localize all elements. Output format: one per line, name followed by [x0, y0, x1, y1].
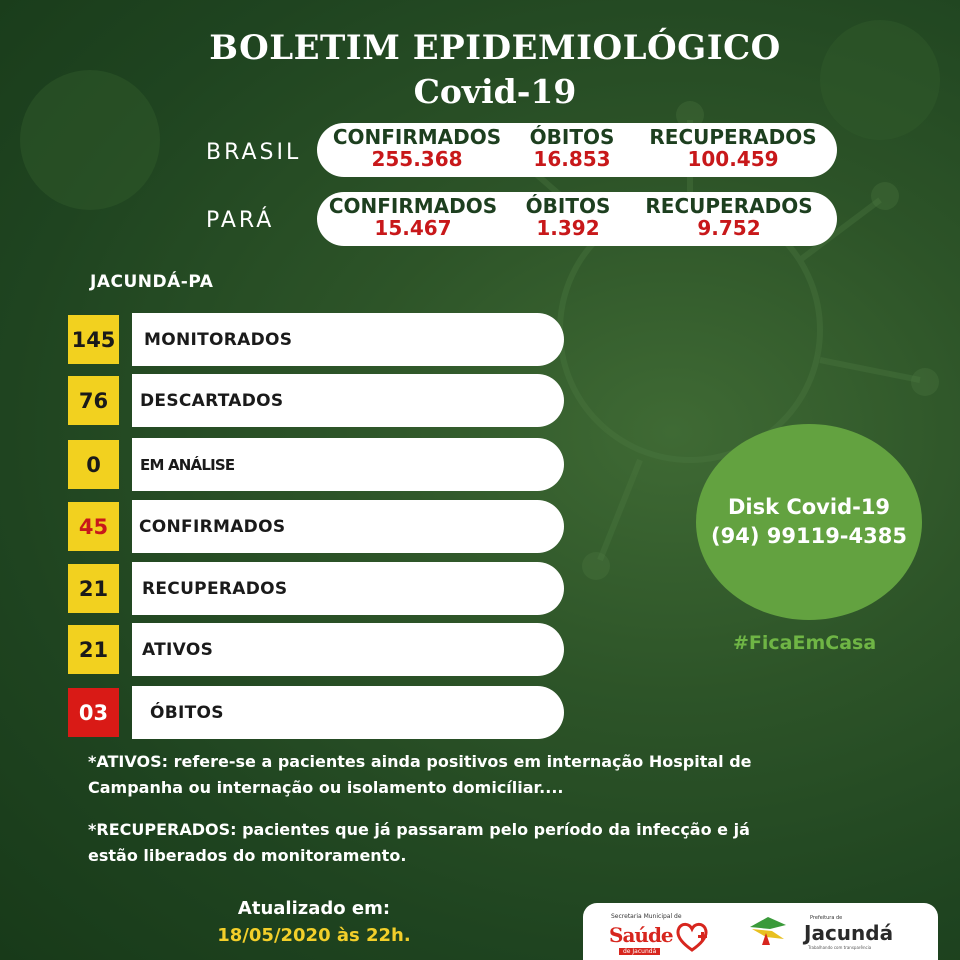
note-line: Campanha ou internação ou isolamento domicíliar....	[88, 778, 564, 797]
jacunda-logo-small-text: Prefeitura de	[810, 915, 843, 921]
row-label: MONITORADOS	[132, 313, 564, 366]
disk-title: Disk Covid-19	[727, 495, 891, 519]
stat-label: RECUPERADOS	[645, 194, 813, 218]
saude-logo-subtext: de Jacundá	[619, 948, 660, 955]
stat-label: RECUPERADOS	[649, 125, 817, 149]
jacunda-emblem-icon	[748, 915, 788, 947]
heart-cross-icon	[675, 921, 709, 953]
stat-value: 100.459	[687, 147, 779, 171]
row-value: 03	[68, 688, 119, 737]
row-label: ÓBITOS	[132, 686, 564, 739]
logos-card	[583, 903, 938, 960]
row-label: ATIVOS	[132, 623, 564, 676]
row-label: CONFIRMADOS	[132, 500, 564, 553]
stat-deaths	[517, 125, 627, 171]
region-card-brasil	[317, 123, 837, 177]
region-card-para	[317, 192, 837, 246]
jacunda-logo-tagline: Trabalhando com transparência	[808, 945, 872, 950]
stat-recovered	[637, 194, 821, 240]
stat-value: 9.752	[697, 216, 761, 240]
stat-deaths	[513, 194, 623, 240]
row-value: 45	[68, 502, 119, 551]
stat-label: CONFIRMADOS	[332, 125, 502, 149]
note-recuperados	[88, 817, 828, 869]
region-label-para: PARÁ	[206, 208, 275, 233]
note-ativos	[88, 749, 828, 801]
stat-confirmed	[325, 194, 501, 240]
updated-label: Atualizado em:	[237, 898, 391, 919]
row-value: 76	[68, 376, 119, 425]
row-label: EM ANÁLISE	[132, 438, 564, 491]
stat-label: ÓBITOS	[525, 194, 611, 218]
row-value: 21	[68, 564, 119, 613]
updated-date: 18/05/2020 às 22h.	[217, 925, 411, 946]
stat-value: 15.467	[374, 216, 452, 240]
stat-label: CONFIRMADOS	[328, 194, 498, 218]
hashtag: #FicaEmCasa	[733, 632, 877, 654]
updated-block	[200, 895, 428, 949]
page-title: BOLETIM EPIDEMIOLÓGICO	[209, 28, 781, 68]
stat-confirmed	[329, 125, 505, 171]
note-line: estão liberados do monitoramento.	[88, 846, 407, 865]
saude-logo-text: Saúde	[609, 923, 673, 947]
stat-label: ÓBITOS	[529, 125, 615, 149]
row-label: DESCARTADOS	[132, 374, 564, 427]
row-value: 145	[68, 315, 119, 364]
row-value: 21	[68, 625, 119, 674]
note-line: *RECUPERADOS: pacientes que já passaram pelo período da infecção e já	[88, 820, 750, 839]
disk-phone: (94) 99119-4385	[711, 524, 907, 548]
region-label-brasil: BRASIL	[206, 140, 302, 165]
stat-value: 1.392	[536, 216, 600, 240]
jacunda-logo	[748, 913, 928, 957]
jacunda-logo-text: Jacundá	[804, 921, 894, 945]
row-label: RECUPERADOS	[132, 562, 564, 615]
disk-covid-badge	[696, 424, 922, 620]
row-value: 0	[68, 440, 119, 489]
stat-recovered	[641, 125, 825, 171]
page-subtitle: Covid-19	[413, 72, 577, 111]
stat-value: 16.853	[533, 147, 611, 171]
stat-value: 255.368	[371, 147, 463, 171]
note-line: *ATIVOS: refere-se a pacientes ainda positivos em internação Hospital de	[88, 752, 752, 771]
saude-logo	[605, 911, 715, 957]
saude-logo-small-text: Secretaria Municipal de	[611, 913, 682, 920]
city-title: JACUNDÁ-PA	[90, 272, 214, 292]
